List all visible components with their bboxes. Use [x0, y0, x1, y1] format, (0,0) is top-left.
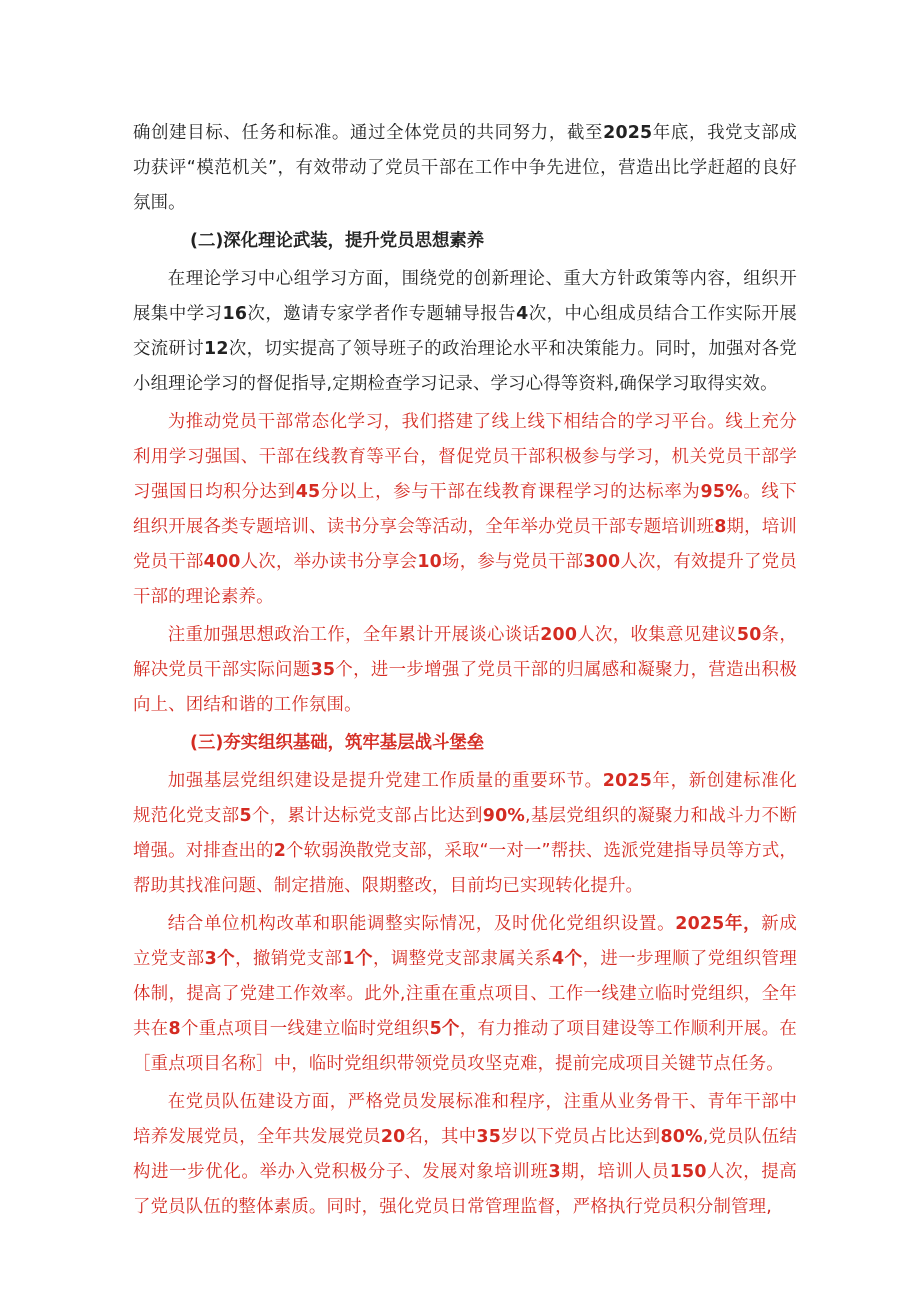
- section-heading-heading-3: [133, 726, 797, 761]
- text-run: 注重加强思想政治工作，全年累计开展谈心谈话: [167, 625, 541, 645]
- text-run: (二)深化理论武装，提升党员思想素养: [190, 231, 485, 251]
- text-run: 个软弱涣散党支部，采取“一对一”帮扶、选派党建指导员等方式，帮助其找准问题、制定措施、限期整改，目前均已实现转化提升。: [133, 841, 798, 896]
- paragraph-intro: [133, 116, 797, 221]
- text-run: ，调整党支部隶属关系: [373, 949, 552, 969]
- text-run: 为推动党员干部常态化学习，我们搭建了线上线下相结合的学习平台。线上充分利用学习强国、干部在线教育等平台，督促党员干部积极参与学习，机关党员干部学习强国日均积分达到: [133, 412, 797, 502]
- bold-figure: 400: [203, 552, 241, 572]
- text-run: ,党员队伍结构进一步优化。举办入党积极分子、发展对象培训班: [133, 1127, 797, 1182]
- text-run: 在理论学习中心组学习方面，围绕党的创新理论、重大方针政策等内容，组织开展集中学习: [133, 269, 797, 324]
- text-run: 次，邀请专家学者作专题辅导报告: [247, 304, 517, 324]
- text-run: ，有力推动了项目建设等工作顺利开展。在［重点项目名称］中，临时党组织带领党员攻坚克难，提前完成项目关键节点任务。: [133, 1019, 797, 1074]
- paragraph-ideological-work: [133, 618, 797, 723]
- text-run: 名，其中: [405, 1127, 477, 1147]
- text-run: 个，进一步增强了党员干部的归属感和凝聚力，营造出积极向上、团结和谐的工作氛围。: [133, 660, 797, 715]
- bold-figure: 300: [583, 552, 621, 572]
- text-run: 人次，提高了党员队伍的整体素质。同时，强化党员日常管理监督，严格执行党员积分制管理,: [133, 1162, 797, 1217]
- paragraph-theory-study: [133, 262, 797, 402]
- bold-figure: 5: [239, 806, 252, 826]
- text-run: 加强基层党组织建设是提升党建工作质量的重要环节。: [167, 771, 603, 791]
- text-run: 分以上，参与干部在线教育课程学习的达标率为: [320, 482, 701, 502]
- text-run: 确创建目标、任务和标准。通过全体党员的共同努力，截至: [133, 123, 604, 143]
- bold-figure: 80%: [660, 1127, 703, 1147]
- text-run: 期，培训人员: [560, 1162, 670, 1182]
- bold-figure: 5个: [429, 1019, 460, 1039]
- section-heading-heading-2: [133, 224, 797, 259]
- bold-figure: 2025年，: [675, 914, 762, 934]
- text-run: 。线下组织开展各类专题培训、读书分享会等活动，全年举办党员干部专题培训班: [133, 482, 798, 537]
- text-run: 次，切实提高了领导班子的政治理论水平和决策能力。同时，加强对各党小组理论学习的督促指导,定期检查学习记录、学习心得等资料,确保学习取得实效。: [133, 339, 797, 394]
- bold-figure: 8: [714, 517, 727, 537]
- text-run: 岁以下党员占比达到: [501, 1127, 661, 1147]
- bold-figure: 2: [273, 841, 287, 861]
- text-run: 个重点项目一线建立临时党组织: [180, 1019, 430, 1039]
- bold-figure: 150: [669, 1162, 707, 1182]
- bold-figure: 200: [540, 625, 578, 645]
- bold-figure: 3: [548, 1162, 561, 1182]
- bold-figure: 8: [168, 1019, 181, 1039]
- text-run: 条，解决党员干部实际问题: [133, 625, 798, 680]
- bold-figure: 35: [476, 1127, 502, 1147]
- paragraph-member-team: [133, 1085, 797, 1225]
- text-run: ，撤销党支部: [235, 949, 343, 969]
- text-run: 次，中心组成员结合工作实际开展交流研讨: [133, 304, 797, 359]
- text-run: ，进一步理顺了党组织管理体制，提高了党建工作效率。此外,注重在重点项目、工作一线建立临时党组织，全年共在: [133, 949, 797, 1039]
- text-run: 年，新创建标准化规范化党支部: [133, 771, 797, 826]
- bold-figure: 4个: [552, 949, 583, 969]
- bold-figure: 20: [380, 1127, 406, 1147]
- bold-figure: 2025: [603, 123, 653, 143]
- bold-figure: 90%: [482, 806, 525, 826]
- paragraph-grassroots: [133, 764, 797, 904]
- bold-figure: 12: [204, 339, 229, 359]
- text-run: 在党员队伍建设方面，严格党员发展标准和程序，注重从业务骨干、青年干部中培养发展党员，全年共发展党员: [133, 1092, 797, 1147]
- text-run: 年底，我党支部成功获评“模范机关”，有效带动了党员干部在工作中争先进位，营造出比学赶超的良好氛围。: [133, 123, 798, 213]
- bold-figure: 35: [310, 660, 336, 680]
- paragraph-learning-platform: [133, 405, 797, 615]
- bold-figure: 4: [516, 304, 529, 324]
- text-run: 人次，举办读书分享会: [240, 552, 418, 572]
- text-run: 新成立党支部: [133, 914, 797, 969]
- bold-figure: 3个: [204, 949, 236, 969]
- text-run: 个，累计达标党支部占比达到: [251, 806, 483, 826]
- text-run: ,基层党组织的凝聚力和战斗力不断增强。对排查出的: [133, 806, 797, 861]
- text-run: 场，参与党员干部: [441, 552, 584, 572]
- bold-figure: 45: [295, 482, 321, 502]
- paragraph-org-setup: [133, 907, 797, 1082]
- bold-figure: 50: [736, 625, 762, 645]
- bold-figure: 2025: [602, 771, 652, 791]
- text-run: (三)夯实组织基础，筑牢基层战斗堡垒: [190, 733, 485, 753]
- text-run: 人次，有效提升了党员干部的理论素养。: [133, 552, 797, 607]
- bold-figure: 95%: [700, 482, 743, 502]
- text-run: 期，培训党员干部: [133, 517, 797, 572]
- text-run: 结合单位机构改革和职能调整实际情况，及时优化党组织设置。: [167, 914, 676, 934]
- text-run: 人次，收集意见建议: [577, 625, 737, 645]
- bold-figure: 16: [222, 304, 248, 324]
- bold-figure: 10: [417, 552, 442, 572]
- document-page: [133, 116, 797, 1225]
- bold-figure: 1个: [342, 949, 374, 969]
